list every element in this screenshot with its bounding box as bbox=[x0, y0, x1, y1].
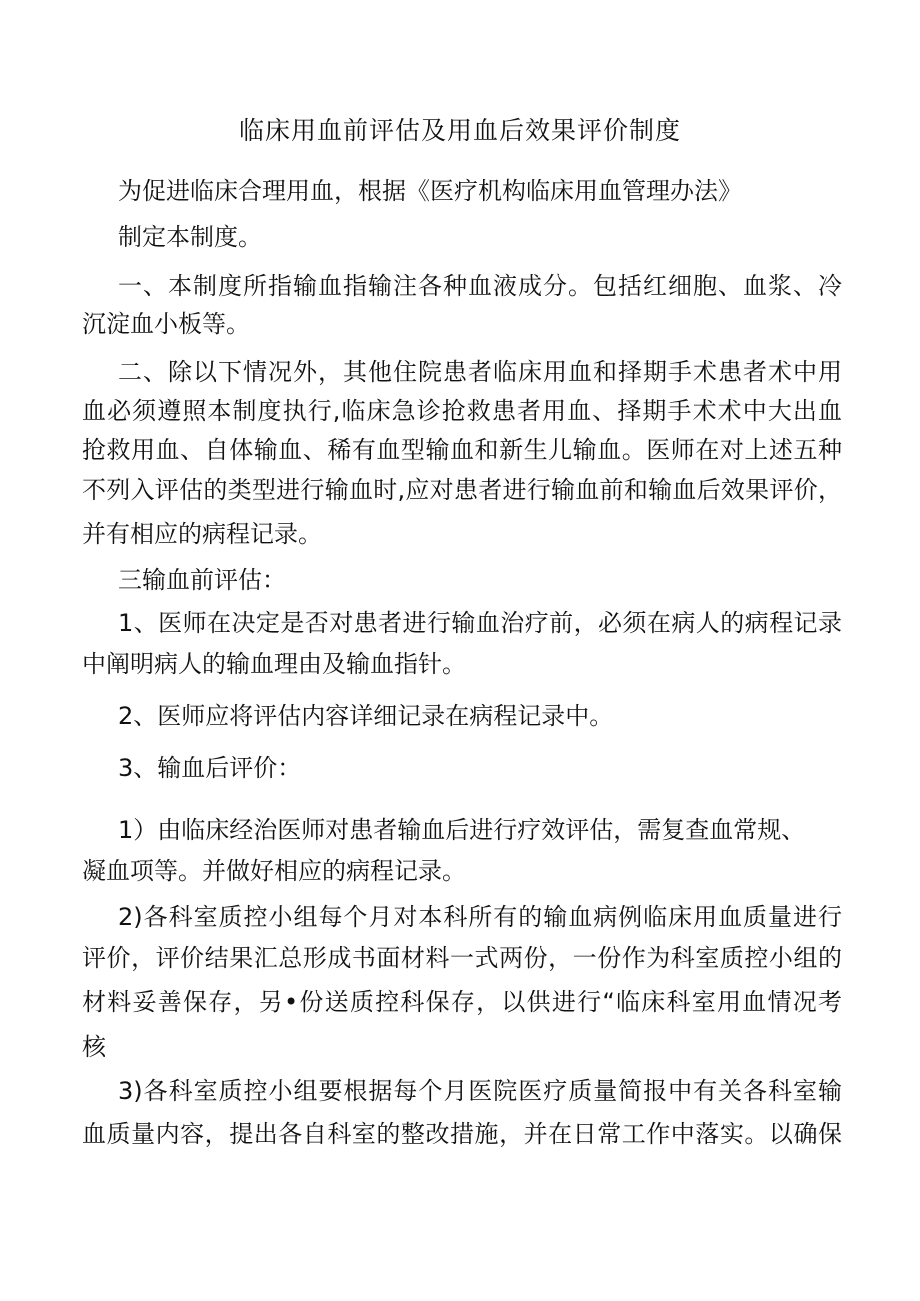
paragraph-line: 不列入评估的类型进行输血时,应对患者进行输血前和输血后效果评价， bbox=[82, 476, 842, 504]
section-heading: 3、输血后评价： bbox=[118, 754, 302, 782]
paragraph-line: 为促进临床合理用血，根据《医疗机构临床用血管理办法》 bbox=[118, 177, 742, 205]
paragraph-line: 沉淀血小板等。 bbox=[82, 310, 250, 338]
paragraph-line: 并有相应的病程记录。 bbox=[82, 520, 322, 548]
paragraph-line: 评价，评价结果汇总形成书面材料一式两份，一份作为科室质控小组的 bbox=[82, 944, 842, 972]
paragraph-line: 材料妥善保存，另•份送质控科保存，以供进行“临床科室用血情况考 bbox=[82, 988, 842, 1016]
paragraph-line: 1、医师在决定是否对患者进行输血治疗前，必须在病人的病程记录 bbox=[118, 609, 842, 637]
paragraph-line: 血必须遵照本制度执行,临床急诊抢救患者用血、择期手术术中大出血 bbox=[82, 397, 842, 425]
paragraph-line: 凝血项等。并做好相应的病程记录。 bbox=[82, 857, 466, 885]
paragraph-line: 二、除以下情况外，其他住院患者临床用血和择期手术患者术中用 bbox=[118, 358, 842, 386]
document-title: 临床用血前评估及用血后效果评价制度 bbox=[238, 116, 681, 145]
paragraph-line: 1）由临床经治医师对患者输血后进行疗效评估，需复查血常规、 bbox=[118, 816, 806, 844]
paragraph-line: 一、本制度所指输血指输注各种血液成分。包括红细胞、血浆、冷 bbox=[118, 272, 842, 300]
paragraph-line: 中阐明病人的输血理由及输血指针。 bbox=[82, 650, 466, 678]
section-heading: 三输血前评估： bbox=[118, 566, 286, 594]
paragraph-line: 2、医师应将评估内容详细记录在病程记录中。 bbox=[118, 702, 614, 730]
paragraph-line: 制定本制度。 bbox=[118, 223, 262, 251]
paragraph-line: 3)各科室质控小组要根据每个月医院医疗质量简报中有关各科室输 bbox=[118, 1077, 842, 1105]
paragraph-line: 血质量内容，提出各自科室的整改措施，并在日常工作中落实。以确保 bbox=[82, 1120, 842, 1148]
paragraph-line: 2)各科室质控小组每个月对本科所有的输血病例临床用血质量进行 bbox=[118, 903, 842, 931]
paragraph-line: 抢救用血、自体输血、稀有血型输血和新生儿输血。医师在对上述五种 bbox=[82, 436, 842, 464]
paragraph-line: 核 bbox=[82, 1033, 106, 1061]
